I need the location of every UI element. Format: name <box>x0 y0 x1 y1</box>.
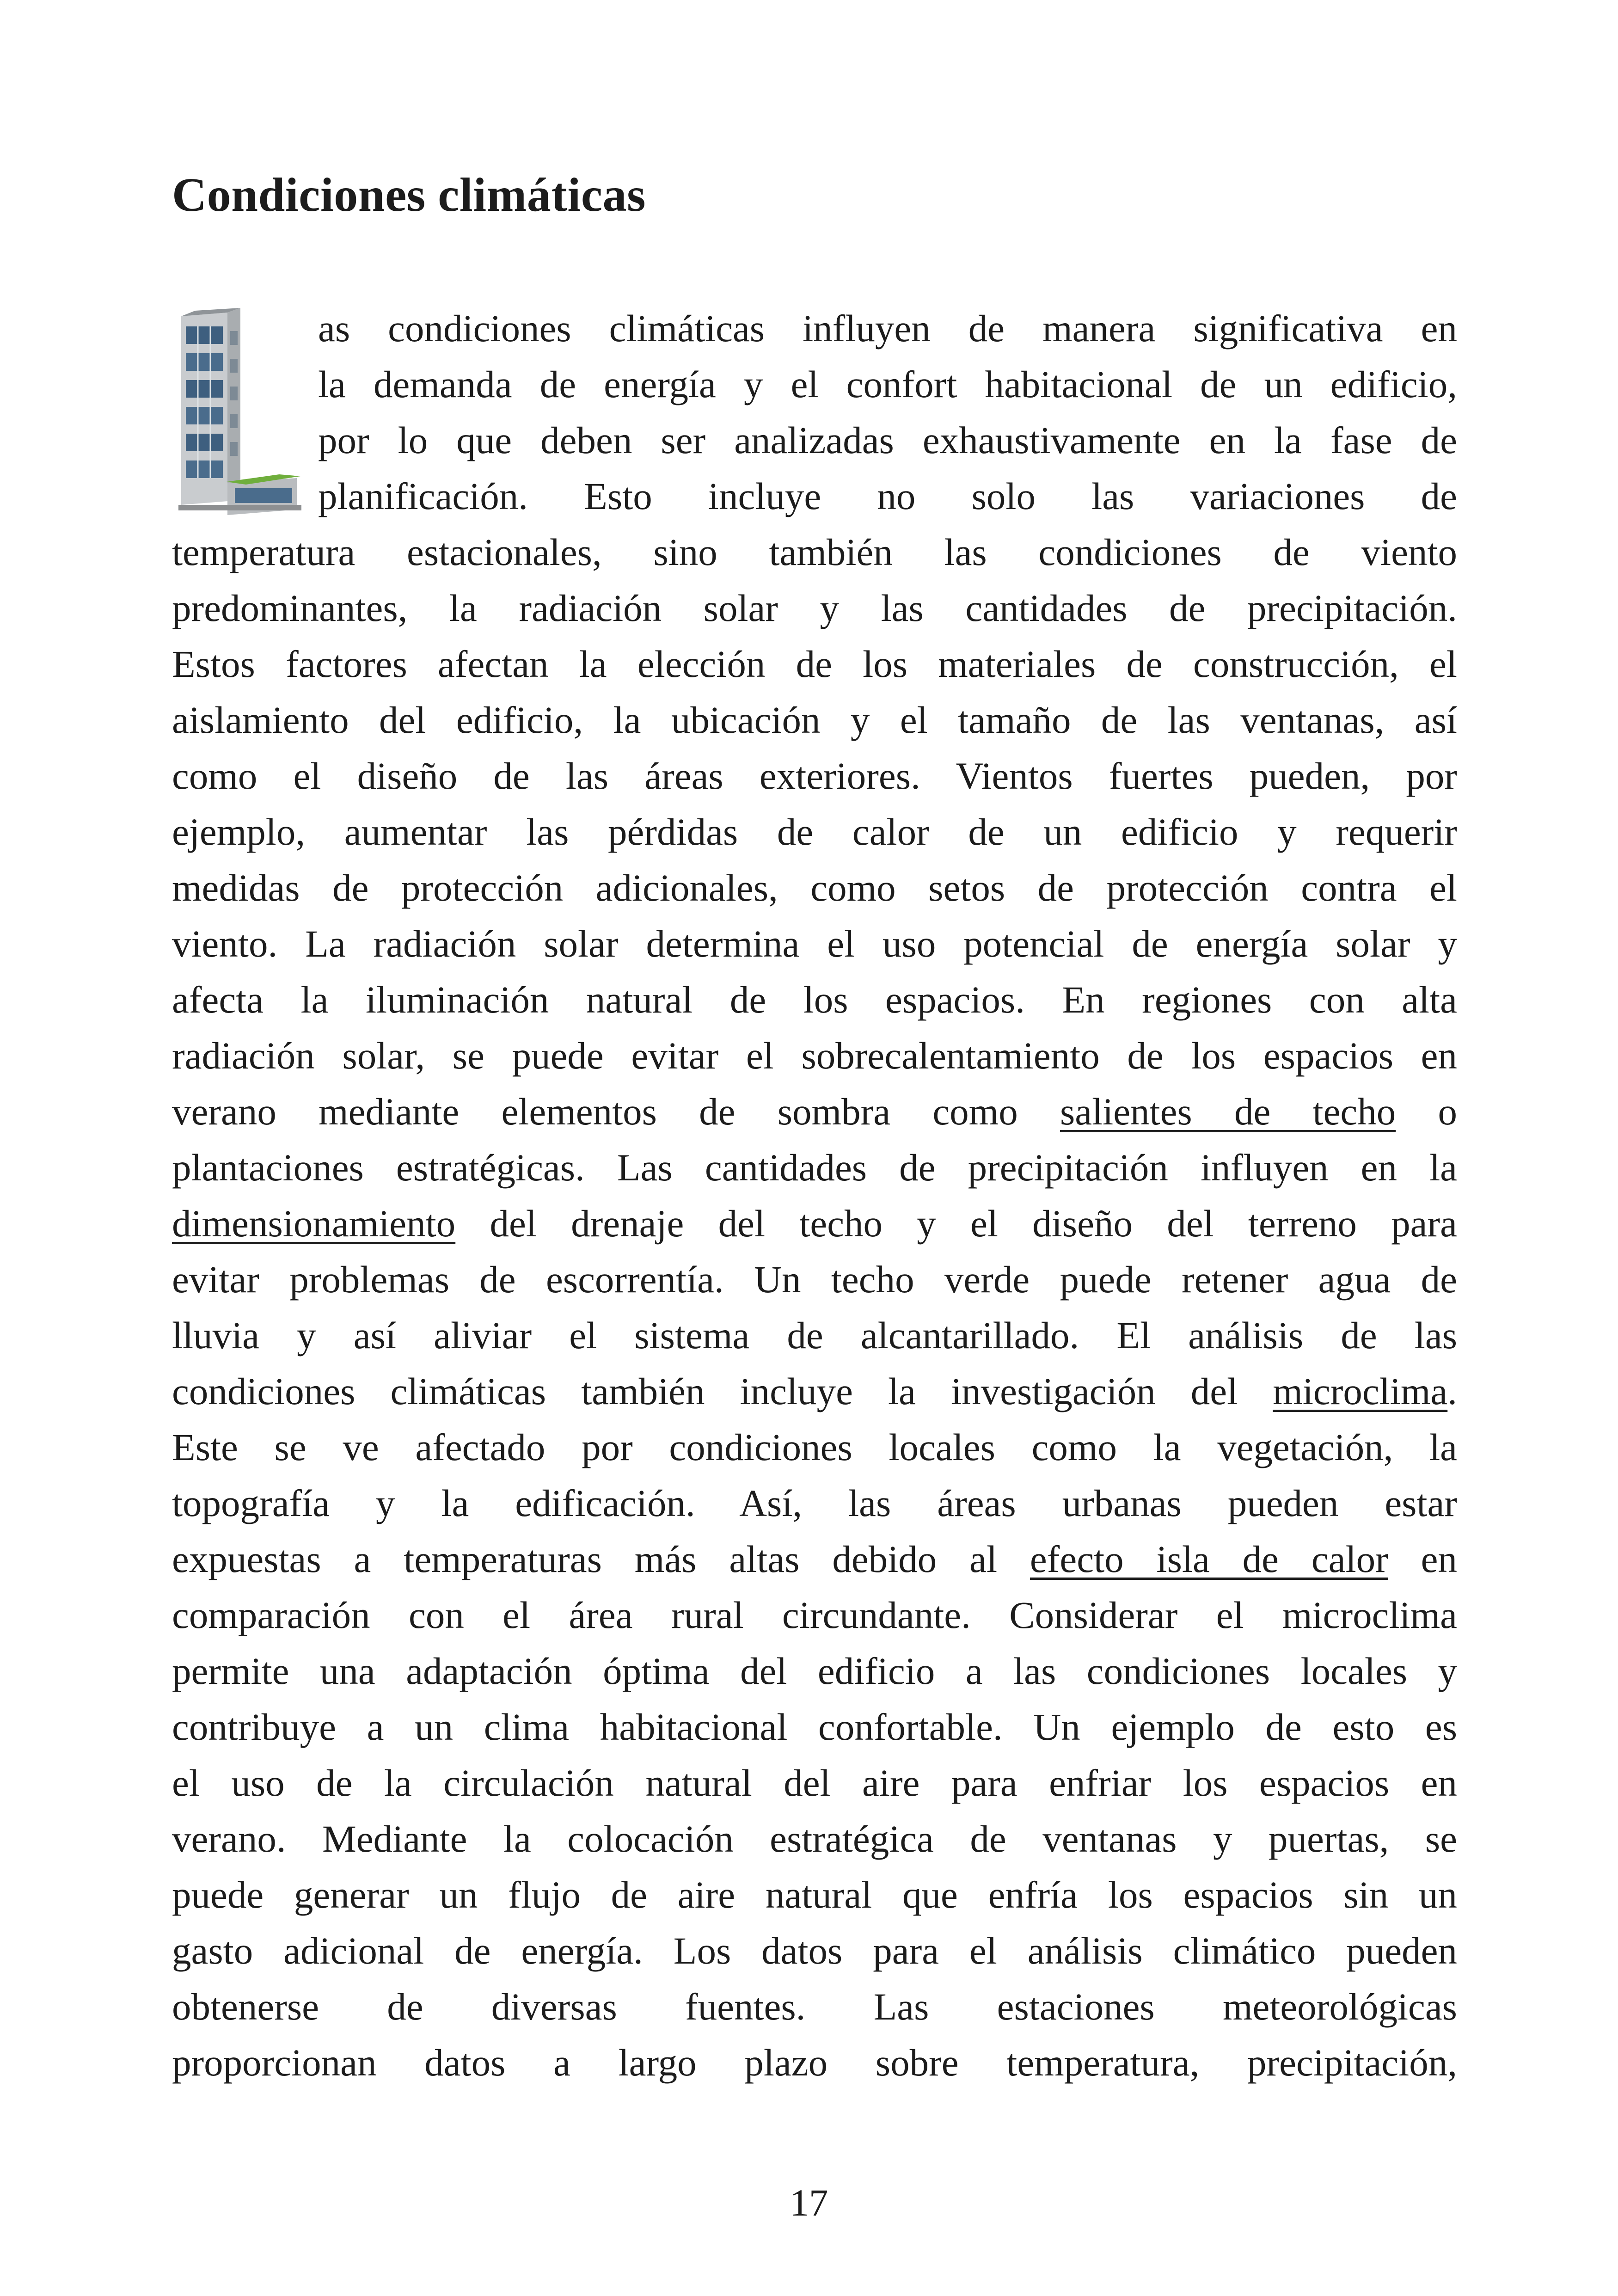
page-number: 17 <box>790 2181 828 2224</box>
text-line: aislamiento del edificio, la ubicación y el tamaño de las ventanas, así <box>172 699 1457 741</box>
body-text <box>172 301 1457 2091</box>
section-title: Condiciones climáticas <box>172 168 646 221</box>
text-line: como el diseño de las áreas exteriores. Vientos fuertes pueden, por <box>172 755 1457 797</box>
text-line: obtenerse de diversas fuentes. Las estaciones meteorológicas <box>172 1985 1457 2028</box>
text-line: permite una adaptación óptima del edificio a las condiciones locales y <box>172 1650 1457 1692</box>
text-line: el uso de la circulación natural del aire para enfriar los espacios en <box>172 1762 1457 1804</box>
link-efecto-isla-de-calor[interactable]: efecto isla de calor <box>1030 1538 1388 1580</box>
link-salientes-de-techo[interactable]: salientes de techo <box>1060 1090 1396 1133</box>
text-line: temperatura estacionales, sino también las condiciones de viento <box>172 531 1457 573</box>
text-line: Este se ve afectado por condiciones locales como la vegetación, la <box>172 1426 1457 1468</box>
text-line: ejemplo, aumentar las pérdidas de calor de un edificio y requerir <box>172 810 1457 853</box>
text-line: la demanda de energía y el confort habitacional de un edificio, <box>318 363 1457 405</box>
text-line: afecta la iluminación natural de los espacios. En regiones con alta <box>172 978 1457 1021</box>
text-line: topografía y la edificación. Así, las áreas urbanas pueden estar <box>172 1482 1457 1524</box>
text-line: gasto adicional de energía. Los datos para el análisis climático pueden <box>172 1929 1457 1972</box>
text-line: proporcionan datos a largo plazo sobre temperatura, precipitación, <box>172 2041 1457 2084</box>
text-line: condiciones climáticas también incluye la investigación del microclima. <box>172 1370 1457 1412</box>
text-line: dimensionamiento del drenaje del techo y el diseño del terreno para <box>172 1202 1457 1245</box>
text-line: viento. La radiación solar determina el uso potencial de energía solar y <box>172 922 1457 965</box>
dropcap-building-letter-l <box>172 303 313 523</box>
text-line: as condiciones climáticas influyen de manera significativa en <box>318 307 1457 350</box>
text-line: evitar problemas de escorrentía. Un techo verde puede retener agua de <box>172 1258 1457 1301</box>
text-line: contribuye a un clima habitacional confortable. Un ejemplo de esto es <box>172 1706 1457 1748</box>
text-line: planificación. Esto incluye no solo las variaciones de <box>318 475 1457 517</box>
text-line: medidas de protección adicionales, como setos de protección contra el <box>172 866 1457 909</box>
text-line: lluvia y así aliviar el sistema de alcantarillado. El análisis de las <box>172 1314 1457 1357</box>
text-line: puede generar un flujo de aire natural que enfría los espacios sin un <box>172 1873 1457 1916</box>
text-line: expuestas a temperaturas más altas debido al efecto isla de calor en <box>172 1538 1458 1580</box>
link-dimensionamiento[interactable]: dimensionamiento <box>172 1202 456 1245</box>
text-line: por lo que deben ser analizadas exhaustivamente en la fase de <box>318 419 1457 461</box>
text-line: plantaciones estratégicas. Las cantidades de precipitación influyen en la <box>172 1146 1457 1189</box>
text-line: comparación con el área rural circundante. Considerar el microclima <box>172 1594 1457 1636</box>
text-line: Estos factores afectan la elección de los materiales de construcción, el <box>172 643 1457 685</box>
text-line: verano mediante elementos de sombra como salientes de techo o <box>172 1090 1457 1133</box>
text-line: predominantes, la radiación solar y las cantidades de precipitación. <box>172 587 1457 629</box>
text-line: verano. Mediante la colocación estratégica de ventanas y puertas, se <box>172 1817 1457 1860</box>
text-line: radiación solar, se puede evitar el sobrecalentamiento de los espacios en <box>172 1034 1457 1077</box>
building-icon <box>172 303 301 523</box>
link-microclima[interactable]: microclima <box>1273 1370 1448 1412</box>
